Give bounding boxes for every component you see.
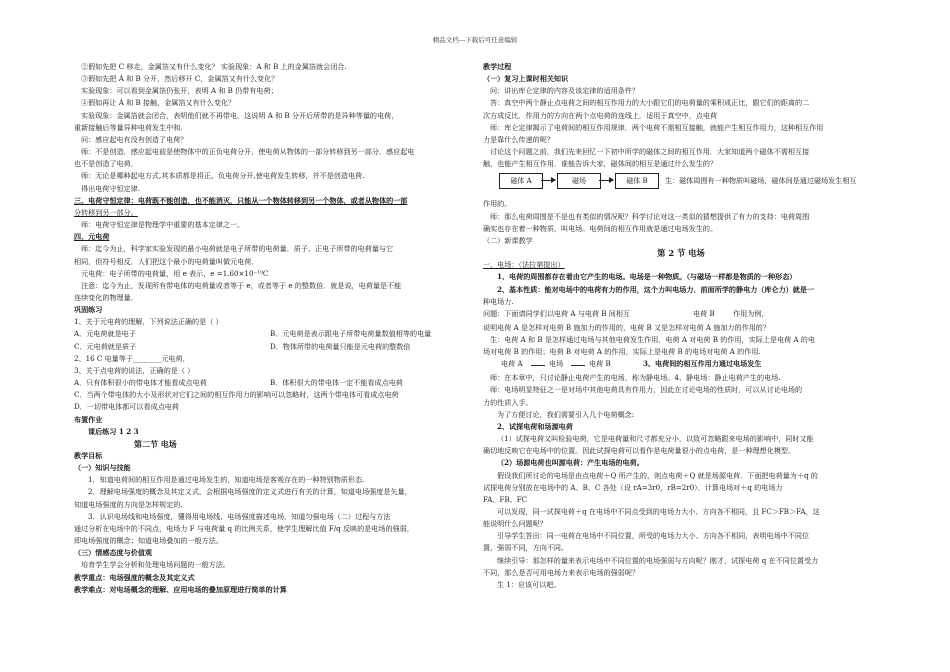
arrow-icon <box>541 180 555 181</box>
question-with-label <box>483 308 879 322</box>
text-line: 问题：下面请同学们以电荷 A 与电荷 B 间相互 <box>483 308 631 318</box>
text-line: 注意：迄今为止，发现所有带电体的电荷量或者等于 e，或者等于 e 的整数倍．就是说，电荷量是不能 <box>81 280 402 290</box>
option: C．元电荷就是质子 <box>74 341 137 351</box>
charge-b-label: 电荷 B <box>693 308 715 318</box>
difficult-point: 教学难点：对电场概念的理解、应用电场的叠加原理进行简单的计算 <box>74 584 287 594</box>
section-heading: 2、试探电荷和场源电荷 <box>497 421 573 431</box>
text-line: 实验现象：可以看到金属箔仍张开，表明 A 和 B 仍带有电荷； <box>81 86 278 96</box>
text-line: 师：电场明显特征之一是对场中其他电荷具有作用力，因此在讨论电场的性质时，可以从讨论电场的 <box>490 385 803 395</box>
text-line: 问：感应起电有没有创造了电荷？ <box>81 134 188 144</box>
text-line: 分转移到另一部分。 <box>74 207 138 217</box>
text-line: 确切地反映它在电场中的位置。因此试探电荷可以看作是电荷量很小的点电荷，是一种理想化模型。 <box>483 446 796 456</box>
section-heading: 四、元电荷 <box>74 232 110 242</box>
question-line: 1、关于元电荷的理解，下列说法正确的是（ ） <box>74 317 223 327</box>
text-line: 通过分析在电场中的不同点，电场力 F 与电荷量 q 的比例关系，使学生理解比值 F/q 反映的是电场的强弱， <box>74 523 414 533</box>
key-statement: 1、电荷的周围都存在着由它产生的电场。电场是一种物质。（与磁场一样都是物质的一种形态） <box>497 272 797 282</box>
text-line: 继续引导：那怎样的量来表示电场中不同位置的电场强弱与方向呢？刚才，试探电荷 q 在不同位置受力 <box>497 555 819 565</box>
text-line: 师：在本章中，只讨论静止电荷产生的电场，称为静电场。4、静电场：静止电荷产生的电场. <box>490 373 781 383</box>
magnet-diagram <box>483 170 879 198</box>
text-line: 师：无论是哪种起电方式,其本质都是将正、负电荷分开,使电荷发生转移，并不是创造电荷. <box>81 171 365 181</box>
text-line: 师：库仑定律揭示了电荷间的相互作用规律．两个电荷不需相互接触，就能产生相互作用力，这种相互作用 <box>490 122 824 132</box>
magnet-b-box: 磁体 B <box>615 173 659 189</box>
section-heading: （二）新课教学 <box>483 235 533 245</box>
section-title: 第 2 节 电场 <box>657 248 705 259</box>
connector-line <box>531 365 545 366</box>
text-line: 力的性质入手。 <box>483 397 533 407</box>
text-line: 次方成反比．作用力的方向在两个点电荷的连线上．适用于真空中，点电荷 <box>483 110 718 120</box>
text-line: 师：不是创造．感应起电前是使物体中的正负电荷分开，使电荷从物体的一部分转移到另一部分．感应起电 <box>81 147 415 157</box>
charge-a-label: 电荷 A <box>501 359 523 369</box>
text-line: 3．认识电场线和电场强度，懂得用电场线、电场强度描述电场，知道匀强电场（二）过程与方法 <box>88 511 391 521</box>
homework-line: 课后练习 1 2 3 <box>88 426 139 436</box>
text-line: 生：电荷 A 和 B 是怎样通过电场与其他电荷发生作用．电荷 A 对电荷 B 的作用，实际上是电荷 A 的电 <box>490 334 815 344</box>
left-column <box>74 61 466 596</box>
text-line: 不同，那么是否可用电场力来表示电场的强弱呢？ <box>483 567 640 577</box>
text-line: 场对电荷 B 的作用；电荷 B 对电荷 A 的作用，实际上是电荷 B 的电场对电荷 A 的作用. <box>483 347 761 357</box>
text-line: 确实也存在着一种物质，叫电场。电荷间的相互作用就是通过电场发生的。 <box>483 223 718 233</box>
section-heading: （一）复习上课时相关知识 <box>483 74 569 84</box>
text-line: 也不是创造了电荷． <box>74 159 138 169</box>
option: A．元电荷就是电子 <box>74 329 136 339</box>
section-heading: 教学过程 <box>483 62 512 71</box>
text-line: 师：电荷守恒定律是物理学中重要的基本定律之一。 <box>81 220 245 230</box>
section-heading: （三）情感态度与价值观 <box>74 548 153 558</box>
text-line: ③假如先把 A 和 B 分开，然后移开 C，金属箔又有什么变化？ <box>81 74 279 84</box>
text-line: 1．知道电荷间的相互作用是通过电场发生的，知道电场是客观存在的一种特别物质形态. <box>88 475 365 485</box>
option: A．只有体积很小的带电体才能看成点电荷 <box>74 378 207 388</box>
key-point: 教学重点：电场强度的概念及其定义式 <box>74 572 195 582</box>
charge-diagram <box>483 358 879 372</box>
option: D．物体所带的电荷量只能是元电荷的整数倍 <box>270 341 411 351</box>
section-heading: 布置作业 <box>74 414 103 424</box>
text-line: 培育学生学会分析和处理电场问题的一般方法。 <box>81 560 230 570</box>
page-header: 精品文档---下载后可任意编辑 <box>432 36 518 44</box>
text-line: 答：真空中两个静止点电荷之间的相互作用力的大小跟它们的电荷量的乘积成正比，跟它们的距离的二 <box>490 98 810 108</box>
text-line: 引导学生答出：同一电荷在电场中不同位置，所受的电场力大小、方向各不相同，表明电场中不同位 <box>497 531 810 541</box>
text-line: ④假如再让 A 和 B 接触，金属箔又有什么变化？ <box>81 98 236 108</box>
field-label: 电场 <box>549 359 564 369</box>
text-line: 得出电荷守恒定律. <box>81 183 141 193</box>
text-line: ②假如先把 C 移走，金属箔又有什么变化？ 实验现象：A 和 B 上的金属箔就会闭合. <box>81 62 347 71</box>
text-line: （2）场源电荷也叫源电荷：产生电场的电荷。 <box>497 458 644 468</box>
text-line: 讨论这个问题之前，我们先来回忆一下初中所学的磁体之间的相互作用．大家知道两个磁体不需相互接 <box>490 147 810 157</box>
magnetic-field-box: 磁场 <box>557 173 601 189</box>
section-heading: 三、电荷守恒定律：电荷既不能创造，也不能消灭，只能从一个物体转移到另一个物体，或者从物体的一部 <box>74 195 408 205</box>
option: B．体积很大的带电体一定不能看成点电荷 <box>270 378 403 388</box>
text-line: 置，强弱不同，方向不同。 <box>483 543 569 553</box>
text-line: 说明电荷 A 是怎样对电荷 B 施加力的作用的，电荷 B 又是怎样对电荷 A 施加力的作用的？ <box>483 322 770 332</box>
key-statement: 2、基本性质：能对电场中的电荷有力的作用，这个力叫电场力．前面所学的静电力（库仑力）就是一 <box>497 284 815 294</box>
option: C．当两个带电体的大小及形状对它们之间的相互作用力的影响可以忽略时，这两个带电体可看成点电荷 <box>74 390 399 400</box>
definition-line: 元电荷：电子所带的电荷量，用 e 表示，e =1.60×10⁻¹⁹C <box>81 268 269 278</box>
text-line: 能说明什么问题呢？ <box>483 519 547 529</box>
text-line: 2．理解电场强度的概念及其定义式，会根据电场强度的定义式进行有关的计算，知道电场强度是矢量， <box>88 487 412 497</box>
text-line: 师：那么电荷周围是不是也有类似的情况呢？科学讨论对这一类似的猜想提供了有力的支持：电荷周围 <box>490 211 810 221</box>
option-row <box>74 328 466 340</box>
option-row <box>74 341 466 353</box>
text-line: 作用的。 <box>483 199 512 209</box>
section-heading: 一、电场：（法拉第提出） <box>483 260 565 270</box>
charge-b-label: 电荷 B <box>589 359 611 369</box>
question-line: 3、关于点电荷的说法，正确的是（ ） <box>74 365 195 375</box>
text-line: 生：磁体周围有一种物质叫磁场，磁体间是通过磁场发生相互 <box>665 176 857 186</box>
right-column <box>483 61 879 591</box>
text-line: 问：讲出库仑定律的内容及该定律的适用条件？ <box>490 86 639 96</box>
text-line: 可以发现，同一试探电荷＋q 在电场中不同点受到的电场力大小、方向各不相同，且 FC＞FB＞FA，这 <box>497 507 820 516</box>
text-line: 师：迄今为止，科学家实验发现的最小电荷就是电子所带的电荷量．质子、正电子所带的电荷量与它 <box>81 244 394 254</box>
text-line: 试探电荷分别放在电场中的 A、B、C 各处（设 rA=3r0，rB=2r0）．计算电场对＋q 的电场力 <box>483 482 783 492</box>
option-row <box>74 377 466 389</box>
option: D．一切带电体都可以看成点电荷 <box>74 402 179 412</box>
text-line: FA、FB、FC <box>483 494 528 504</box>
key-statement: 3、电荷间的相互作用力通过电场发生 <box>643 359 762 369</box>
section-heading: （一）知识与技能 <box>74 463 131 473</box>
text-line: 知道电场强度的方向是怎样规定的. <box>74 499 183 509</box>
section-heading: 教学目标 <box>74 451 103 460</box>
option: B．元电荷是表示跟电子所带电荷量数值相等的电量 <box>270 329 432 339</box>
section-heading: 巩固练习 <box>74 305 103 315</box>
magnet-a-box: 磁体 A <box>499 173 543 189</box>
text-line: 力是靠什么传递的呢？ <box>483 134 554 144</box>
arrow-icon <box>599 180 613 181</box>
question-line: 2、16 C 电量等于________元电荷． <box>74 353 190 363</box>
text-line: 种电场力. <box>483 296 514 306</box>
text-line: 为了方便讨论，我们需要引入几个电荷概念: <box>497 409 635 419</box>
section-title: 第二节 电场 <box>134 438 177 449</box>
text-line: 生 1：应该可以吧。 <box>497 579 561 589</box>
text-line: 即电场强度的概念；知道电场叠加的一般方法。 <box>74 536 223 546</box>
text-line: 作用为例， <box>733 308 769 318</box>
text-line: 触，也能产生相互作用．谁能告诉大家，磁体间的相互是通过什么发生的？ <box>483 159 718 169</box>
connector-line <box>571 365 585 366</box>
text-line: 假设我们所讨论的电场是由点电荷＋Q 所产生的，则点电荷＋Q 就是场源电荷．下面把电荷量为＋q 的 <box>497 470 818 480</box>
text-line: 连续变化的物理量． <box>74 292 138 302</box>
text-line: 重新接触后等量异种电荷发生中和． <box>74 122 188 132</box>
text-line: （1）试探电荷又叫检验电荷，它是电荷量和尺寸都充分小，以致可忽略跟来电场的影响中，同时又能 <box>497 434 814 444</box>
text-line: 相同，但符号相反．人们把这个最小的电荷量叫做元电荷． <box>74 256 259 266</box>
text-line: 实验现象：金属箔就会闭合，表明他们就不再带电．这说明 A 和 B 分开后所带的是异种等量的电荷， <box>81 110 399 120</box>
